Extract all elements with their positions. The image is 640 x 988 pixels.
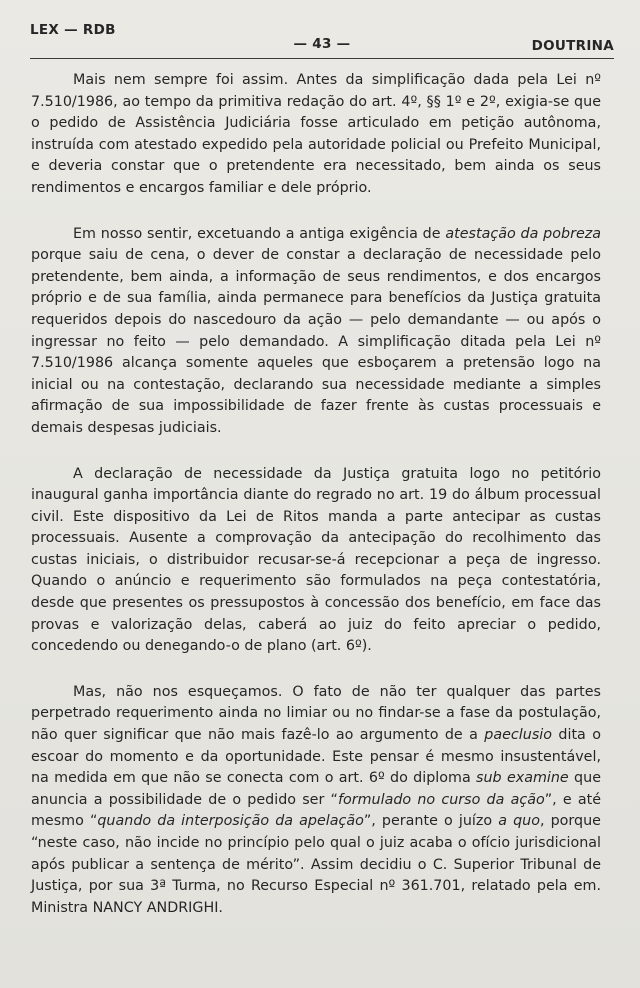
italic-text-segment: paeclusio — [484, 727, 552, 744]
paragraph — [31, 224, 601, 440]
paragraph — [31, 682, 601, 920]
text-segment: que anuncia a possibilidade de o pedido ser “ — [31, 770, 601, 808]
italic-text-segment: formulado no curso da ação — [337, 791, 545, 808]
text-segment: Em nosso sentir, excetuando a antiga exigência de — [73, 225, 446, 242]
text-segment: A declaração de necessidade da Justiça gratuita logo no petitório inaugural ganha importância diante do regrado no art. 19 do álbum processual civil. Este dispositivo da Lei de Ritos manda a parte antecipar as custas processuais. Ausente a comprovação da antecipação do recolhimento das custas iniciais, o distribuidor recusar-se-á recepcionar a peça de ingresso. Quando o anúncio e requerimento são formulados na peça contestatória, desde que presentes os pressupostos à concessão dos benefício, em face das provas e valorização delas, caberá ao juiz do feito apreciar o pedido, concedendo ou denegando-o de plano (art. 6º). — [31, 465, 601, 655]
page-number: — 43 — — [293, 36, 351, 52]
body-text — [31, 70, 601, 919]
text-segment: porque saiu de cena, o dever de constar a declaração de necessidade pelo pretendente, bem ainda, a informação de seus rendimentos, e dos encargos próprio e de sua família, ainda permanece para benefícios da Justiça gratuita requeridos depois do nascedouro da ação — pelo demandante — ou após o ingressar no feito — pelo demandado. A simplificação ditada pela Lei nº 7.510/1986 alcança somente aqueles que esboçarem a pretensão logo na inicial ou na contestação, declarando sua necessidade mediante a simples afirmação de sua impossibilidade de fazer frente às custas processuais e demais despesas judiciais. — [31, 247, 601, 436]
text-segment: dita o escoar do momento e da oportunidade. Este pensar é mesmo insustentável, na medida em que não se conecta com o art. 6º do diploma — [31, 727, 601, 787]
text-segment: , porque “neste caso, não incide no princípio pelo qual o juiz acaba o ofício jurisdicional após publicar a sentença de mérito”. Assim decidiu o C. Superior Tribunal de Justiça, por sua 3ª Turma, no Recurso Especial nº 361.701, relatado pela em. Ministra NANCY ANDRIGHI. — [31, 813, 601, 916]
journal-title: LEX — RDB — [30, 22, 116, 38]
paragraph — [31, 464, 601, 658]
text-segment: Mais nem sempre foi assim. Antes da simplificação dada pela Lei nº 7.510/1986, ao tempo da primitiva redação do art. 4º, §§ 1º e 2º, exigia-se que o pedido de Assistência Judiciária fosse articulado em petição autônoma, instruída com atestado expedido pela autoridade policial ou Prefeito Municipal, e deveria constar que o pretendente era necessitado, bem ainda os seus rendimentos e encargos familiar e dele próprio. — [31, 72, 601, 196]
text-segment: ”, e até mesmo “ — [31, 791, 602, 830]
text-segment: Mas, não nos esqueçamos. O fato de não ter qualquer das partes perpetrado requerimento ainda no limiar ou no findar-se a fase da postulação, não quer significar que não mais fazê-lo ao argumento de a — [31, 683, 601, 744]
italic-text-segment: a quo — [498, 813, 540, 830]
section-title: DOUTRINA — [531, 38, 614, 54]
paragraph — [31, 70, 601, 200]
running-header — [30, 22, 614, 59]
italic-text-segment: atestação da pobreza — [445, 225, 602, 242]
italic-text-segment: quando da interposição da apelação — [97, 813, 364, 830]
italic-text-segment: sub examine — [476, 770, 569, 787]
text-segment: ”, perante o juízo — [363, 813, 499, 830]
